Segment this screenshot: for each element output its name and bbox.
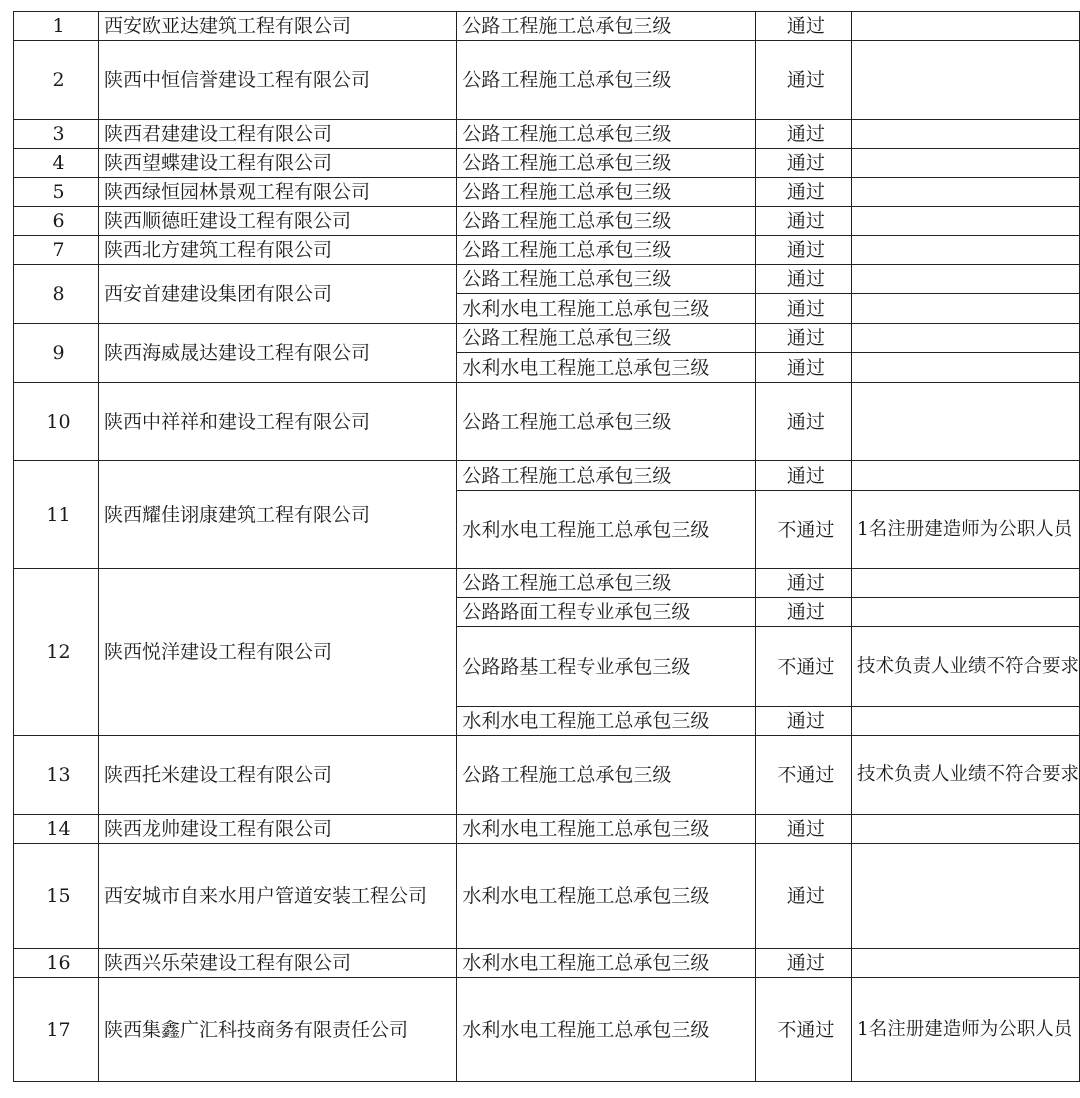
table-row [14, 815, 1080, 844]
review-result-cell: 通过 [755, 383, 851, 461]
qualification-cell: 公路路基工程专业承包三级 [457, 627, 756, 707]
remark-cell: 技术负责人业绩不符合要求 [851, 736, 1079, 815]
remark-cell [851, 949, 1079, 978]
company-name-cell: 西安欧亚达建筑工程有限公司 [98, 12, 456, 41]
review-result-cell: 通过 [755, 815, 851, 844]
table-row [14, 461, 1080, 491]
company-name-cell: 陕西顺德旺建设工程有限公司 [98, 207, 456, 236]
remark-cell [851, 844, 1079, 949]
row-number-cell: 14 [14, 815, 99, 844]
remark-cell [851, 353, 1079, 383]
remark-cell [851, 120, 1079, 149]
table-row [14, 149, 1080, 178]
qualification-cell: 公路工程施工总承包三级 [457, 461, 756, 491]
table-row [14, 41, 1080, 120]
company-name-cell: 陕西龙帅建设工程有限公司 [98, 815, 456, 844]
remark-cell: 技术负责人业绩不符合要求 [851, 627, 1079, 707]
row-number-cell: 15 [14, 844, 99, 949]
qualification-cell: 公路工程施工总承包三级 [457, 207, 756, 236]
company-name-cell: 西安城市自来水用户管道安装工程公司 [98, 844, 456, 949]
review-result-cell: 通过 [755, 41, 851, 120]
company-name-cell: 陕西耀佳诩康建筑工程有限公司 [98, 461, 456, 569]
qualification-cell: 公路工程施工总承包三级 [457, 178, 756, 207]
review-result-cell: 通过 [755, 236, 851, 265]
row-number-cell: 12 [14, 569, 99, 736]
qualification-cell: 公路工程施工总承包三级 [457, 569, 756, 598]
table-row [14, 324, 1080, 353]
row-number-cell: 17 [14, 978, 99, 1082]
qualification-cell: 水利水电工程施工总承包三级 [457, 949, 756, 978]
company-name-cell: 陕西望蝶建设工程有限公司 [98, 149, 456, 178]
review-result-cell: 通过 [755, 569, 851, 598]
row-number-cell: 10 [14, 383, 99, 461]
table-row [14, 12, 1080, 41]
review-result-cell: 通过 [755, 353, 851, 383]
table-row [14, 736, 1080, 815]
remark-cell [851, 12, 1079, 41]
remark-cell [851, 149, 1079, 178]
row-number-cell: 4 [14, 149, 99, 178]
table-row [14, 978, 1080, 1082]
company-name-cell: 陕西托米建设工程有限公司 [98, 736, 456, 815]
table-row [14, 844, 1080, 949]
remark-cell [851, 815, 1079, 844]
company-name-cell: 陕西兴乐荣建设工程有限公司 [98, 949, 456, 978]
review-result-cell: 通过 [755, 120, 851, 149]
qualification-cell: 公路工程施工总承包三级 [457, 12, 756, 41]
remark-cell [851, 178, 1079, 207]
qualification-cell: 公路工程施工总承包三级 [457, 120, 756, 149]
review-result-cell: 不通过 [755, 978, 851, 1082]
remark-cell [851, 207, 1079, 236]
remark-cell [851, 707, 1079, 736]
review-result-cell: 通过 [755, 461, 851, 491]
qualification-cell: 公路工程施工总承包三级 [457, 265, 756, 294]
review-result-cell: 通过 [755, 207, 851, 236]
row-number-cell: 2 [14, 41, 99, 120]
row-number-cell: 11 [14, 461, 99, 569]
review-result-cell: 通过 [755, 844, 851, 949]
qualification-cell: 水利水电工程施工总承包三级 [457, 707, 756, 736]
company-name-cell: 陕西绿恒园林景观工程有限公司 [98, 178, 456, 207]
review-result-cell: 通过 [755, 265, 851, 294]
qualification-cell: 公路工程施工总承包三级 [457, 236, 756, 265]
row-number-cell: 7 [14, 236, 99, 265]
company-name-cell: 陕西海威晟达建设工程有限公司 [98, 324, 456, 383]
remark-cell [851, 569, 1079, 598]
qualification-cell: 公路工程施工总承包三级 [457, 149, 756, 178]
qualification-cell: 水利水电工程施工总承包三级 [457, 978, 756, 1082]
company-name-cell: 陕西中恒信誉建设工程有限公司 [98, 41, 456, 120]
qualification-cell: 水利水电工程施工总承包三级 [457, 353, 756, 383]
company-name-cell: 陕西君建建设工程有限公司 [98, 120, 456, 149]
table-row [14, 383, 1080, 461]
review-result-cell: 通过 [755, 949, 851, 978]
qualification-review-table [13, 11, 1080, 1082]
qualification-cell: 公路工程施工总承包三级 [457, 383, 756, 461]
remark-cell [851, 294, 1079, 324]
review-result-cell: 不通过 [755, 491, 851, 569]
remark-cell [851, 236, 1079, 265]
remark-cell: 1名注册建造师为公职人员 [851, 491, 1079, 569]
qualification-cell: 水利水电工程施工总承包三级 [457, 815, 756, 844]
row-number-cell: 8 [14, 265, 99, 324]
table-row [14, 236, 1080, 265]
table-row [14, 178, 1080, 207]
review-result-cell: 通过 [755, 12, 851, 41]
remark-cell [851, 41, 1079, 120]
qualification-cell: 水利水电工程施工总承包三级 [457, 844, 756, 949]
company-name-cell: 西安首建建设集团有限公司 [98, 265, 456, 324]
company-name-cell: 陕西北方建筑工程有限公司 [98, 236, 456, 265]
company-name-cell: 陕西悦洋建设工程有限公司 [98, 569, 456, 736]
review-result-cell: 通过 [755, 598, 851, 627]
table-row [14, 265, 1080, 294]
review-result-cell: 不通过 [755, 736, 851, 815]
review-result-cell: 通过 [755, 324, 851, 353]
review-result-cell: 通过 [755, 294, 851, 324]
remark-cell [851, 383, 1079, 461]
qualification-cell: 公路工程施工总承包三级 [457, 736, 756, 815]
review-result-cell: 通过 [755, 707, 851, 736]
table-row [14, 207, 1080, 236]
row-number-cell: 13 [14, 736, 99, 815]
table-row [14, 569, 1080, 598]
row-number-cell: 1 [14, 12, 99, 41]
review-result-cell: 不通过 [755, 627, 851, 707]
row-number-cell: 5 [14, 178, 99, 207]
qualification-cell: 公路路面工程专业承包三级 [457, 598, 756, 627]
table-row [14, 120, 1080, 149]
row-number-cell: 6 [14, 207, 99, 236]
qualification-cell: 公路工程施工总承包三级 [457, 324, 756, 353]
row-number-cell: 3 [14, 120, 99, 149]
remark-cell [851, 324, 1079, 353]
row-number-cell: 16 [14, 949, 99, 978]
remark-cell [851, 265, 1079, 294]
remark-cell [851, 598, 1079, 627]
row-number-cell: 9 [14, 324, 99, 383]
review-result-cell: 通过 [755, 149, 851, 178]
table-body [14, 12, 1080, 1082]
qualification-cell: 水利水电工程施工总承包三级 [457, 491, 756, 569]
company-name-cell: 陕西中祥祥和建设工程有限公司 [98, 383, 456, 461]
remark-cell: 1名注册建造师为公职人员 [851, 978, 1079, 1082]
remark-cell [851, 461, 1079, 491]
qualification-cell: 水利水电工程施工总承包三级 [457, 294, 756, 324]
review-result-cell: 通过 [755, 178, 851, 207]
table-row [14, 949, 1080, 978]
qualification-cell: 公路工程施工总承包三级 [457, 41, 756, 120]
company-name-cell: 陕西集鑫广汇科技商务有限责任公司 [98, 978, 456, 1082]
